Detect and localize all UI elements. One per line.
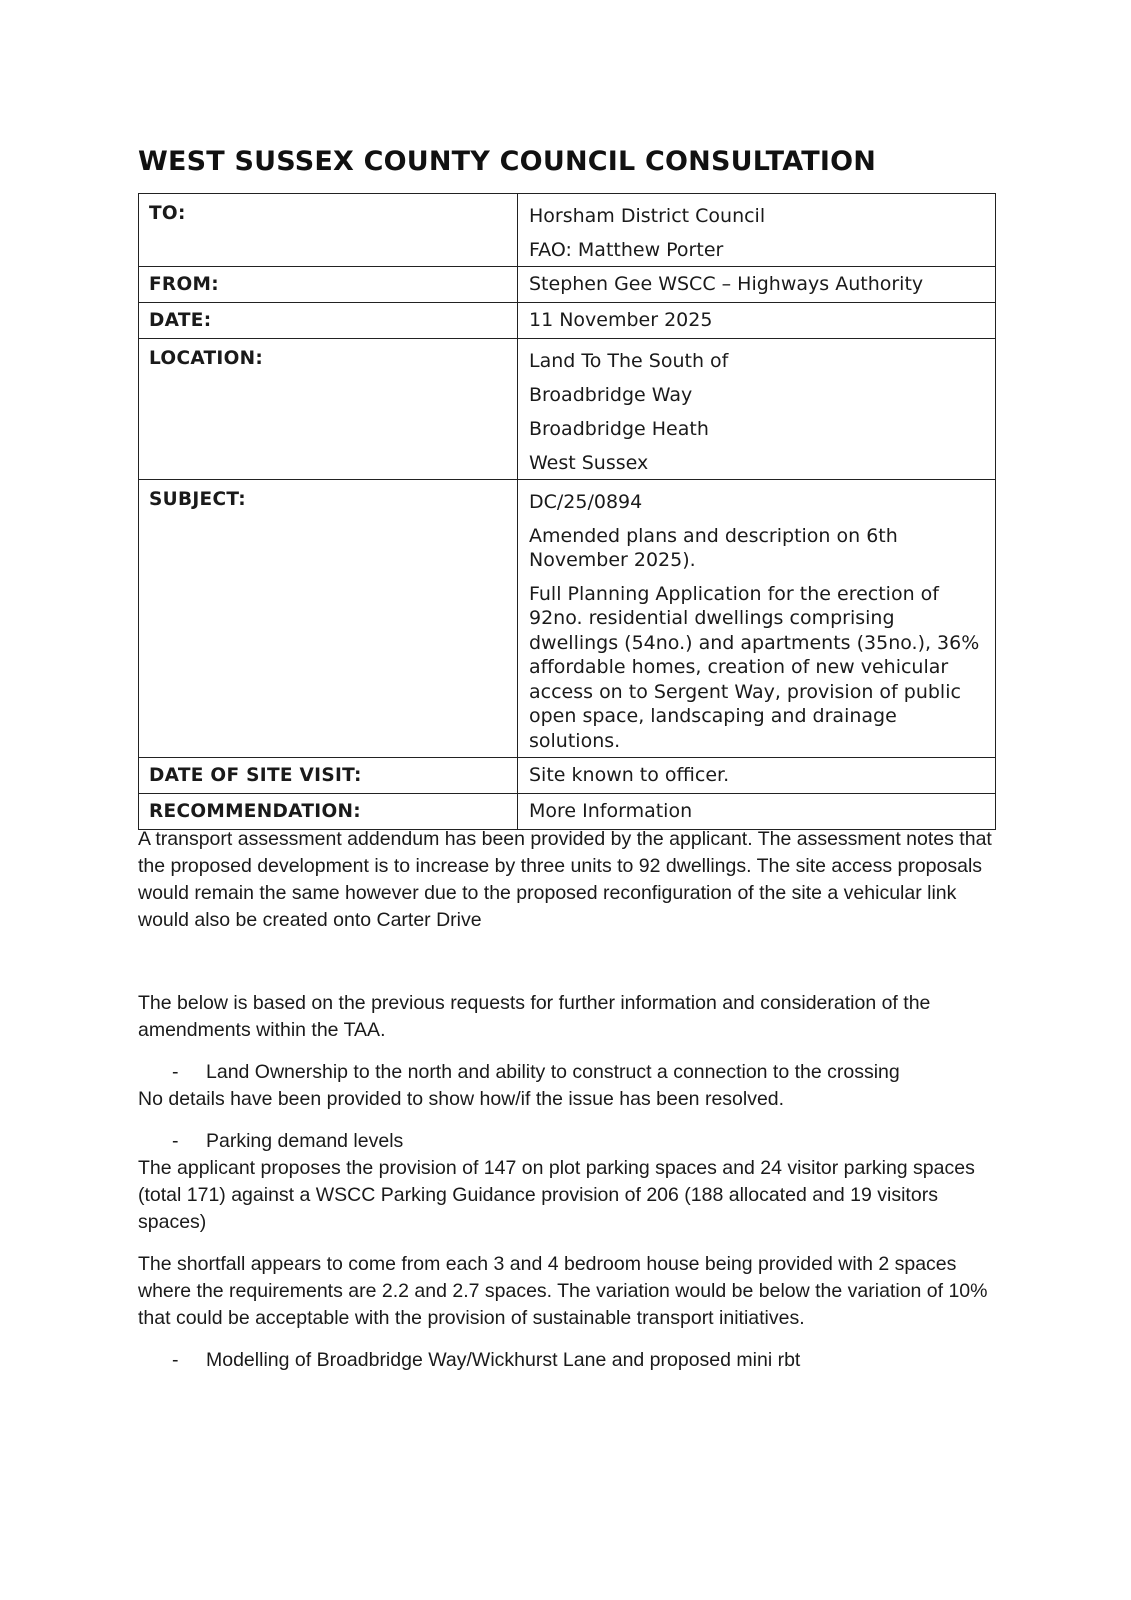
location-line: Land To The South of [529,350,729,372]
from-value [518,267,996,303]
consultation-table [138,193,996,830]
bullet-dash: - [172,1061,179,1083]
bullet-text: Land Ownership to the north and ability to construct a connection to the crossing [206,1061,900,1083]
intro-paragraph: A transport assessment addendum has been provided by the applicant. The assessment notes that the proposed development is to increase by three units to 92 dwellings. The site access proposals would remain the same however due to the proposed reconfiguration of the site a vehicular link would also be created onto Carter Drive [138,828,992,931]
location-value [518,339,996,480]
below-paragraph: The below is based on the previous requests for further information and consideration of the amendments within the TAA. [138,992,931,1041]
bullet-dash: - [172,1130,179,1152]
parking-demand-response: The applicant proposes the provision of 147 on plot parking spaces and 24 visitor parking spaces (total 171) against a WSCC Parking Guidance provision of 206 (188 allocated and 19 visitors spaces) [138,1157,975,1233]
date-label: DATE: [139,303,518,339]
land-ownership-response: No details have been provided to show how/if the issue has been resolved. [138,1088,785,1110]
date-value [518,303,996,339]
to-line-fao: FAO: Matthew Porter [529,239,724,261]
bullet-dash: - [172,1349,179,1371]
subject-value [518,480,996,758]
bullet-text: Modelling of Broadbridge Way/Wickhurst Lane and proposed mini rbt [206,1349,801,1371]
to-value [518,194,996,267]
from-label: FROM: [139,267,518,303]
recommendation-value [518,794,996,830]
to-label: TO: [139,194,518,267]
from-text: Stephen Gee WSCC – Highways Authority [529,273,924,295]
recommendation-label: RECOMMENDATION: [139,794,518,830]
location-line: Broadbridge Heath [529,418,709,440]
table-row-recommendation [139,794,996,830]
page-title: WEST SUSSEX COUNTY COUNCIL CONSULTATION [138,146,877,177]
table-row-date [139,303,996,339]
shortfall-paragraph: The shortfall appears to come from each 3 and 4 bedroom house being provided with 2 spaces where the requirements are 2.2 and 2.7 spaces. The variation would be below the variation of 10% that could be acceptable with the provision of sustainable transport initiatives. [138,1253,988,1329]
subject-amendment: Amended plans and description on 6th November 2025). [529,524,898,571]
table-row-location [139,339,996,480]
location-line: Broadbridge Way [529,384,693,406]
table-row-site-visit [139,758,996,794]
location-line: West Sussex [529,452,649,474]
bullet-text: Parking demand levels [206,1130,404,1152]
subject-label: SUBJECT: [139,480,518,758]
subject-description: Full Planning Application for the erection of 92no. residential dwellings comprising dwellings (54no.) and apartments (35no.), 36% affordable homes, creation of new vehicular access on to Sergent Way, provision of public open space, landscaping and drainage solutions. [529,582,980,752]
to-line-council: Horsham District Council [529,205,766,227]
location-label: LOCATION: [139,339,518,480]
site-visit-text: Site known to officer. [529,764,730,786]
site-visit-value [518,758,996,794]
table-row-to [139,194,996,267]
date-text: 11 November 2025 [529,309,713,331]
recommendation-text: More Information [529,800,693,822]
table-row-subject [139,480,996,758]
table-row-from [139,267,996,303]
site-visit-label: DATE OF SITE VISIT: [139,758,518,794]
subject-reference: DC/25/0894 [529,491,643,513]
